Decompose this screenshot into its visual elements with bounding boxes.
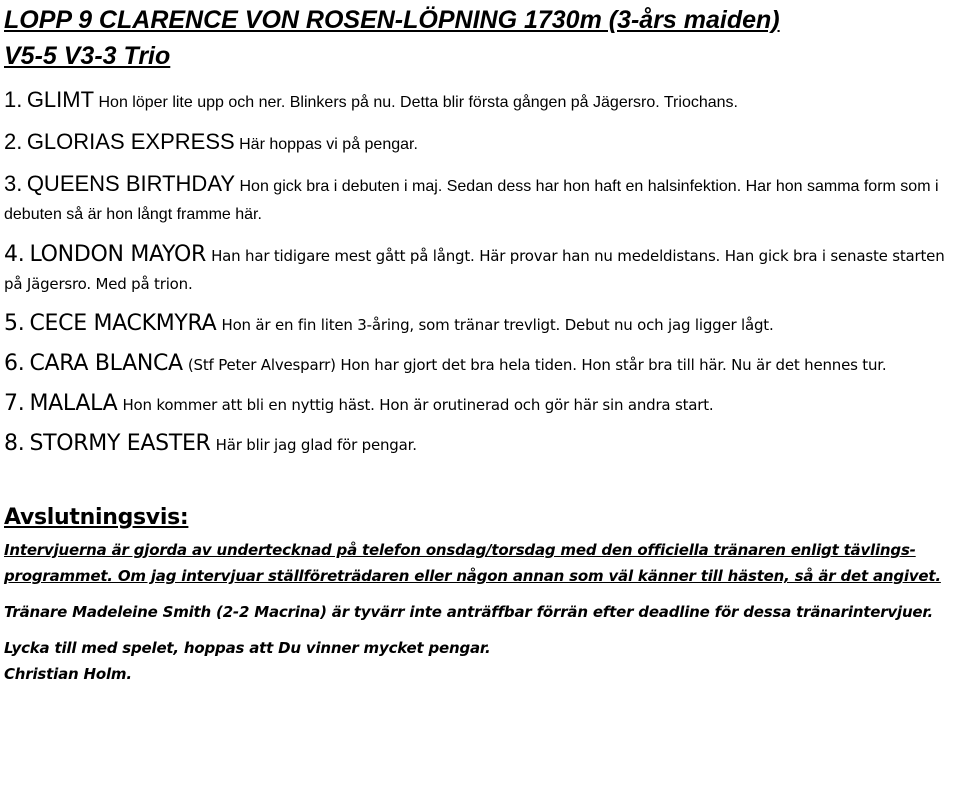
horse-name: CARA BLANCA xyxy=(29,351,183,376)
horse-entry-3 xyxy=(4,170,958,229)
horse-entry-6 xyxy=(4,350,958,379)
entry-number: 4. xyxy=(4,242,25,267)
trainer-comment: Hon kommer att bli en nyttig häst. Hon är orutinerad och gör här sin andra start. xyxy=(122,396,714,414)
entry-number: 8. xyxy=(4,431,25,456)
closing-signoff xyxy=(4,635,958,687)
race-title: LOPP 9 CLARENCE VON ROSEN-LÖPNING 1730m (3-års maiden) xyxy=(4,6,780,34)
horse-name: QUEENS BIRTHDAY xyxy=(26,171,236,196)
entry-number: 1. xyxy=(4,87,23,112)
entry-number: 6. xyxy=(4,351,25,376)
entry-number: 5. xyxy=(4,311,25,336)
race-subtitle: V5-5 V3-3 Trio xyxy=(4,42,171,70)
trainer-comment: Här blir jag glad för pengar. xyxy=(215,436,417,454)
horse-entry-8 xyxy=(4,430,958,459)
horse-name: STORMY EASTER xyxy=(29,431,211,456)
trainer-comment: (Stf Peter Alvesparr) Hon har gjort det bra hela tiden. Hon står bra till här. Nu är det hennes tur. xyxy=(187,356,887,374)
entry-number: 2. xyxy=(4,129,23,154)
closing-paragraph-trainer-note: Tränare Madeleine Smith (2-2 Macrina) är tyvärr inte anträffbar förrän efter deadline för dessa tränarintervjuer. xyxy=(4,603,933,621)
horse-entry-2 xyxy=(4,128,958,159)
signoff-greeting: Lycka till med spelet, hoppas att Du vinner mycket pengar. xyxy=(4,639,491,657)
trainer-comment: Hon är en fin liten 3-åring, som tränar trevligt. Debut nu och jag ligger lågt. xyxy=(221,316,774,334)
horse-name: LONDON MAYOR xyxy=(29,242,206,267)
closing-text-underlined: Intervjuerna är gjorda av undertecknad på telefon onsdag/torsdag med den officiella tränaren enligt tävlings- xyxy=(4,541,916,559)
entry-number: 7. xyxy=(4,391,25,416)
closing-heading: Avslutningsvis: xyxy=(4,505,189,530)
horse-entry-1 xyxy=(4,86,958,117)
horse-entry-7 xyxy=(4,390,958,419)
entry-number: 3. xyxy=(4,171,23,196)
document-page xyxy=(4,0,958,687)
trainer-comment: Hon gick bra i debuten i maj. Sedan dess har hon haft en halsinfektion. Har hon samma form som i debuten så är hon långt framme här. xyxy=(4,178,939,223)
trainer-comment: Han har tidigare mest gått på långt. Här provar han nu medeldistans. Han gick bra i senaste starten på Jägersro. Med på trion. xyxy=(4,247,945,293)
trainer-comment: Här hoppas vi på pengar. xyxy=(239,136,418,153)
horse-name: GLORIAS EXPRESS xyxy=(26,129,235,154)
horse-entry-5 xyxy=(4,310,958,339)
horse-name: MALALA xyxy=(29,391,118,416)
horse-name: GLIMT xyxy=(26,87,95,112)
closing-paragraph-interviews xyxy=(4,537,958,589)
closing-text: programmet. Om jag intervjuar ställföreträdaren eller någon annan som väl känner till hästen, så är det angivet. xyxy=(4,567,941,585)
trainer-comment: Hon löper lite upp och ner. Blinkers på nu. Detta blir första gången på Jägersro. Triochans. xyxy=(98,94,738,111)
horse-name: CECE MACKMYRA xyxy=(29,311,217,336)
signoff-author: Christian Holm. xyxy=(4,665,132,683)
horse-entry-4 xyxy=(4,241,958,298)
